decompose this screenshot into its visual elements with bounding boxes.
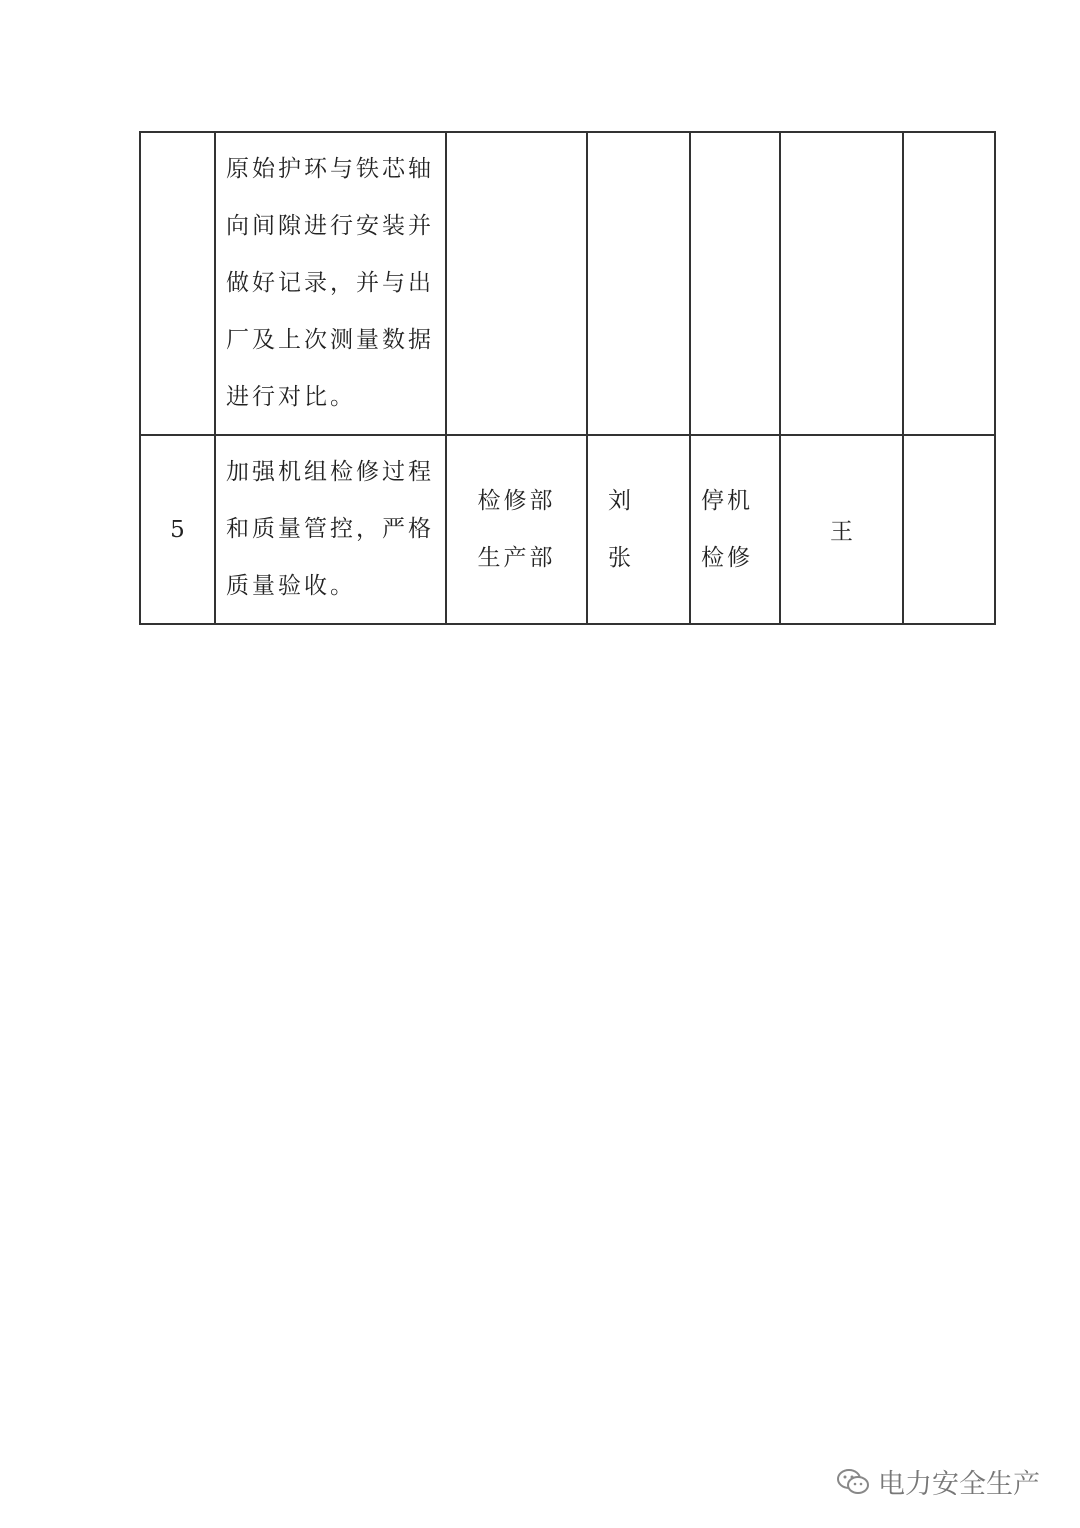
measure-line: 质量验收。: [226, 573, 356, 599]
department-line: 生产部: [477, 544, 556, 571]
timing-line: 停机: [701, 487, 753, 514]
department-cell: [446, 435, 587, 624]
measure-line: 和质量管控，严格: [226, 516, 434, 542]
remark-cell: [903, 435, 995, 624]
row-number: 5: [140, 435, 215, 624]
supervisor-cell: [780, 132, 903, 435]
table-row: [140, 132, 995, 435]
wechat-icon: [836, 1467, 870, 1497]
timing-line: 检修: [701, 544, 753, 571]
measure-line: 厂及上次测量数据: [226, 327, 434, 353]
responsible-cell: [587, 435, 690, 624]
measure-line: 原始护环与铁芯轴: [226, 156, 434, 182]
measure-line: 加强机组检修过程: [226, 459, 434, 485]
measure-line: 做好记录，并与出: [226, 270, 434, 296]
department-cell: [446, 132, 587, 435]
measure-cell: [215, 435, 446, 624]
timing-cell: [690, 435, 780, 624]
supervisor-cell: 王: [780, 435, 903, 624]
row-number: [140, 132, 215, 435]
watermark: [836, 1462, 1040, 1501]
measure-line: 向间隙进行安装并: [226, 213, 434, 239]
department-line: 检修部: [477, 487, 556, 514]
table-row: [140, 435, 995, 624]
remark-cell: [903, 132, 995, 435]
measures-table: [139, 131, 996, 625]
responsible-cell: [587, 132, 690, 435]
measure-cell: [215, 132, 446, 435]
responsible-line: 张: [608, 544, 634, 571]
watermark-text: 电力安全生产: [878, 1469, 1040, 1500]
responsible-line: 刘: [608, 487, 634, 514]
timing-cell: [690, 132, 780, 435]
measure-line: 进行对比。: [226, 384, 356, 410]
